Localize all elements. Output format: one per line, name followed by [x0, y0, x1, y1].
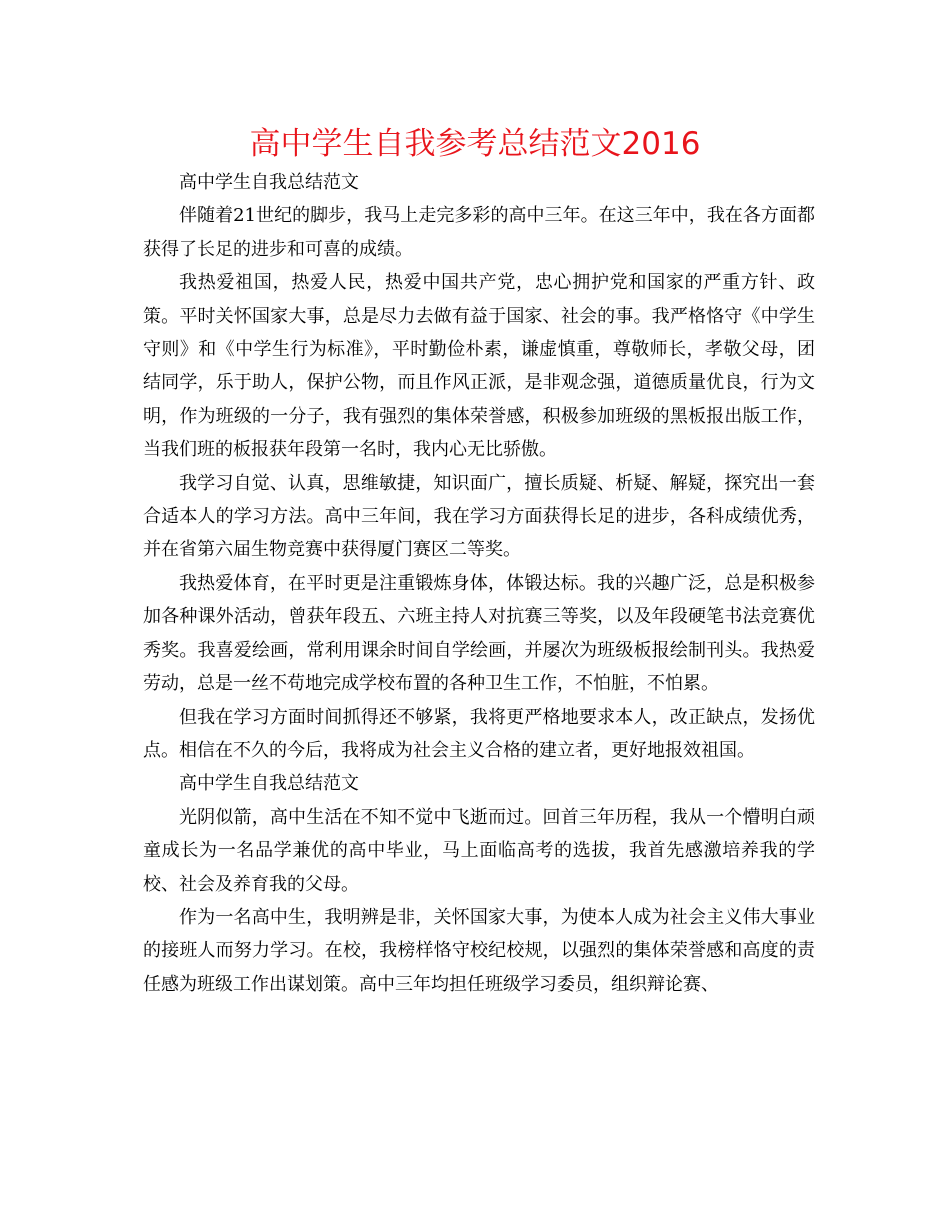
section-heading: 高中学生自我总结范文: [179, 773, 359, 795]
document-body: [143, 166, 815, 1001]
document-title: 高中学生自我参考总结范文2016: [249, 126, 701, 162]
paragraph: 伴随着21世纪的脚步，我马上走完多彩的高中三年。在这三年中，我在各方面都获得了长足的进步和可喜的成绩。: [143, 205, 815, 260]
paragraph: 我热爱体育，在平时更是注重锻炼身体，体锻达标。我的兴趣广泛，总是积极参加各种课外活动，曾获年段五、六班主持人对抗赛三等奖，以及年段硬笔书法竞赛优秀奖。我喜爱绘画，常利用课余时间自学绘画，并屡次为班级板报绘制刊头。我热爱劳动，总是一丝不苟地完成学校布置的各种卫生工作，不怕脏，不怕累。: [143, 572, 815, 695]
paragraph: 作为一名高中生，我明辨是非，关怀国家大事，为使本人成为社会主义伟大事业的接班人而努力学习。在校，我榜样恪守校纪校规，以强烈的集体荣誉感和高度的责任感为班级工作出谋划策。高中三年均担任班级学习委员，组织辩论赛、: [143, 906, 815, 995]
paragraph: 我热爱祖国，热爱人民，热爱中国共产党，忠心拥护党和国家的严重方针、政策。平时关怀国家大事，总是尽力去做有益于国家、社会的事。我严格恪守《中学生守则》和《中学生行为标准》，平时勤俭朴素，谦虚慎重，尊敬师长，孝敬父母，团结同学，乐于助人，保护公物，而且作风正派，是非观念强，道德质量优良，行为文明，作为班级的一分子，我有强烈的集体荣誉感，积极参加班级的黑板报出版工作，当我们班的板报获年段第一名时，我内心无比骄傲。: [143, 272, 815, 461]
section-heading: 高中学生自我总结范文: [179, 172, 359, 193]
paragraph: 光阴似箭，高中生活在不知不觉中飞逝而过。回首三年历程，我从一个懵明白顽童成长为一名品学兼优的高中毕业，马上面临高考的选拔，我首先感激培养我的学校、社会及养育我的父母。: [143, 806, 815, 895]
paragraph: 我学习自觉、认真，思维敏捷，知识面广，擅长质疑、析疑、解疑，探究出一套合适本人的学习方法。高中三年间，我在学习方面获得长足的进步，各科成绩优秀，并在省第六届生物竞赛中获得厦门赛区二等奖。: [143, 472, 815, 561]
paragraph: 但我在学习方面时间抓得还不够紧，我将更严格地要求本人，改正缺点，发扬优点。相信在不久的今后，我将成为社会主义合格的建立者，更好地报效祖国。: [143, 706, 815, 761]
